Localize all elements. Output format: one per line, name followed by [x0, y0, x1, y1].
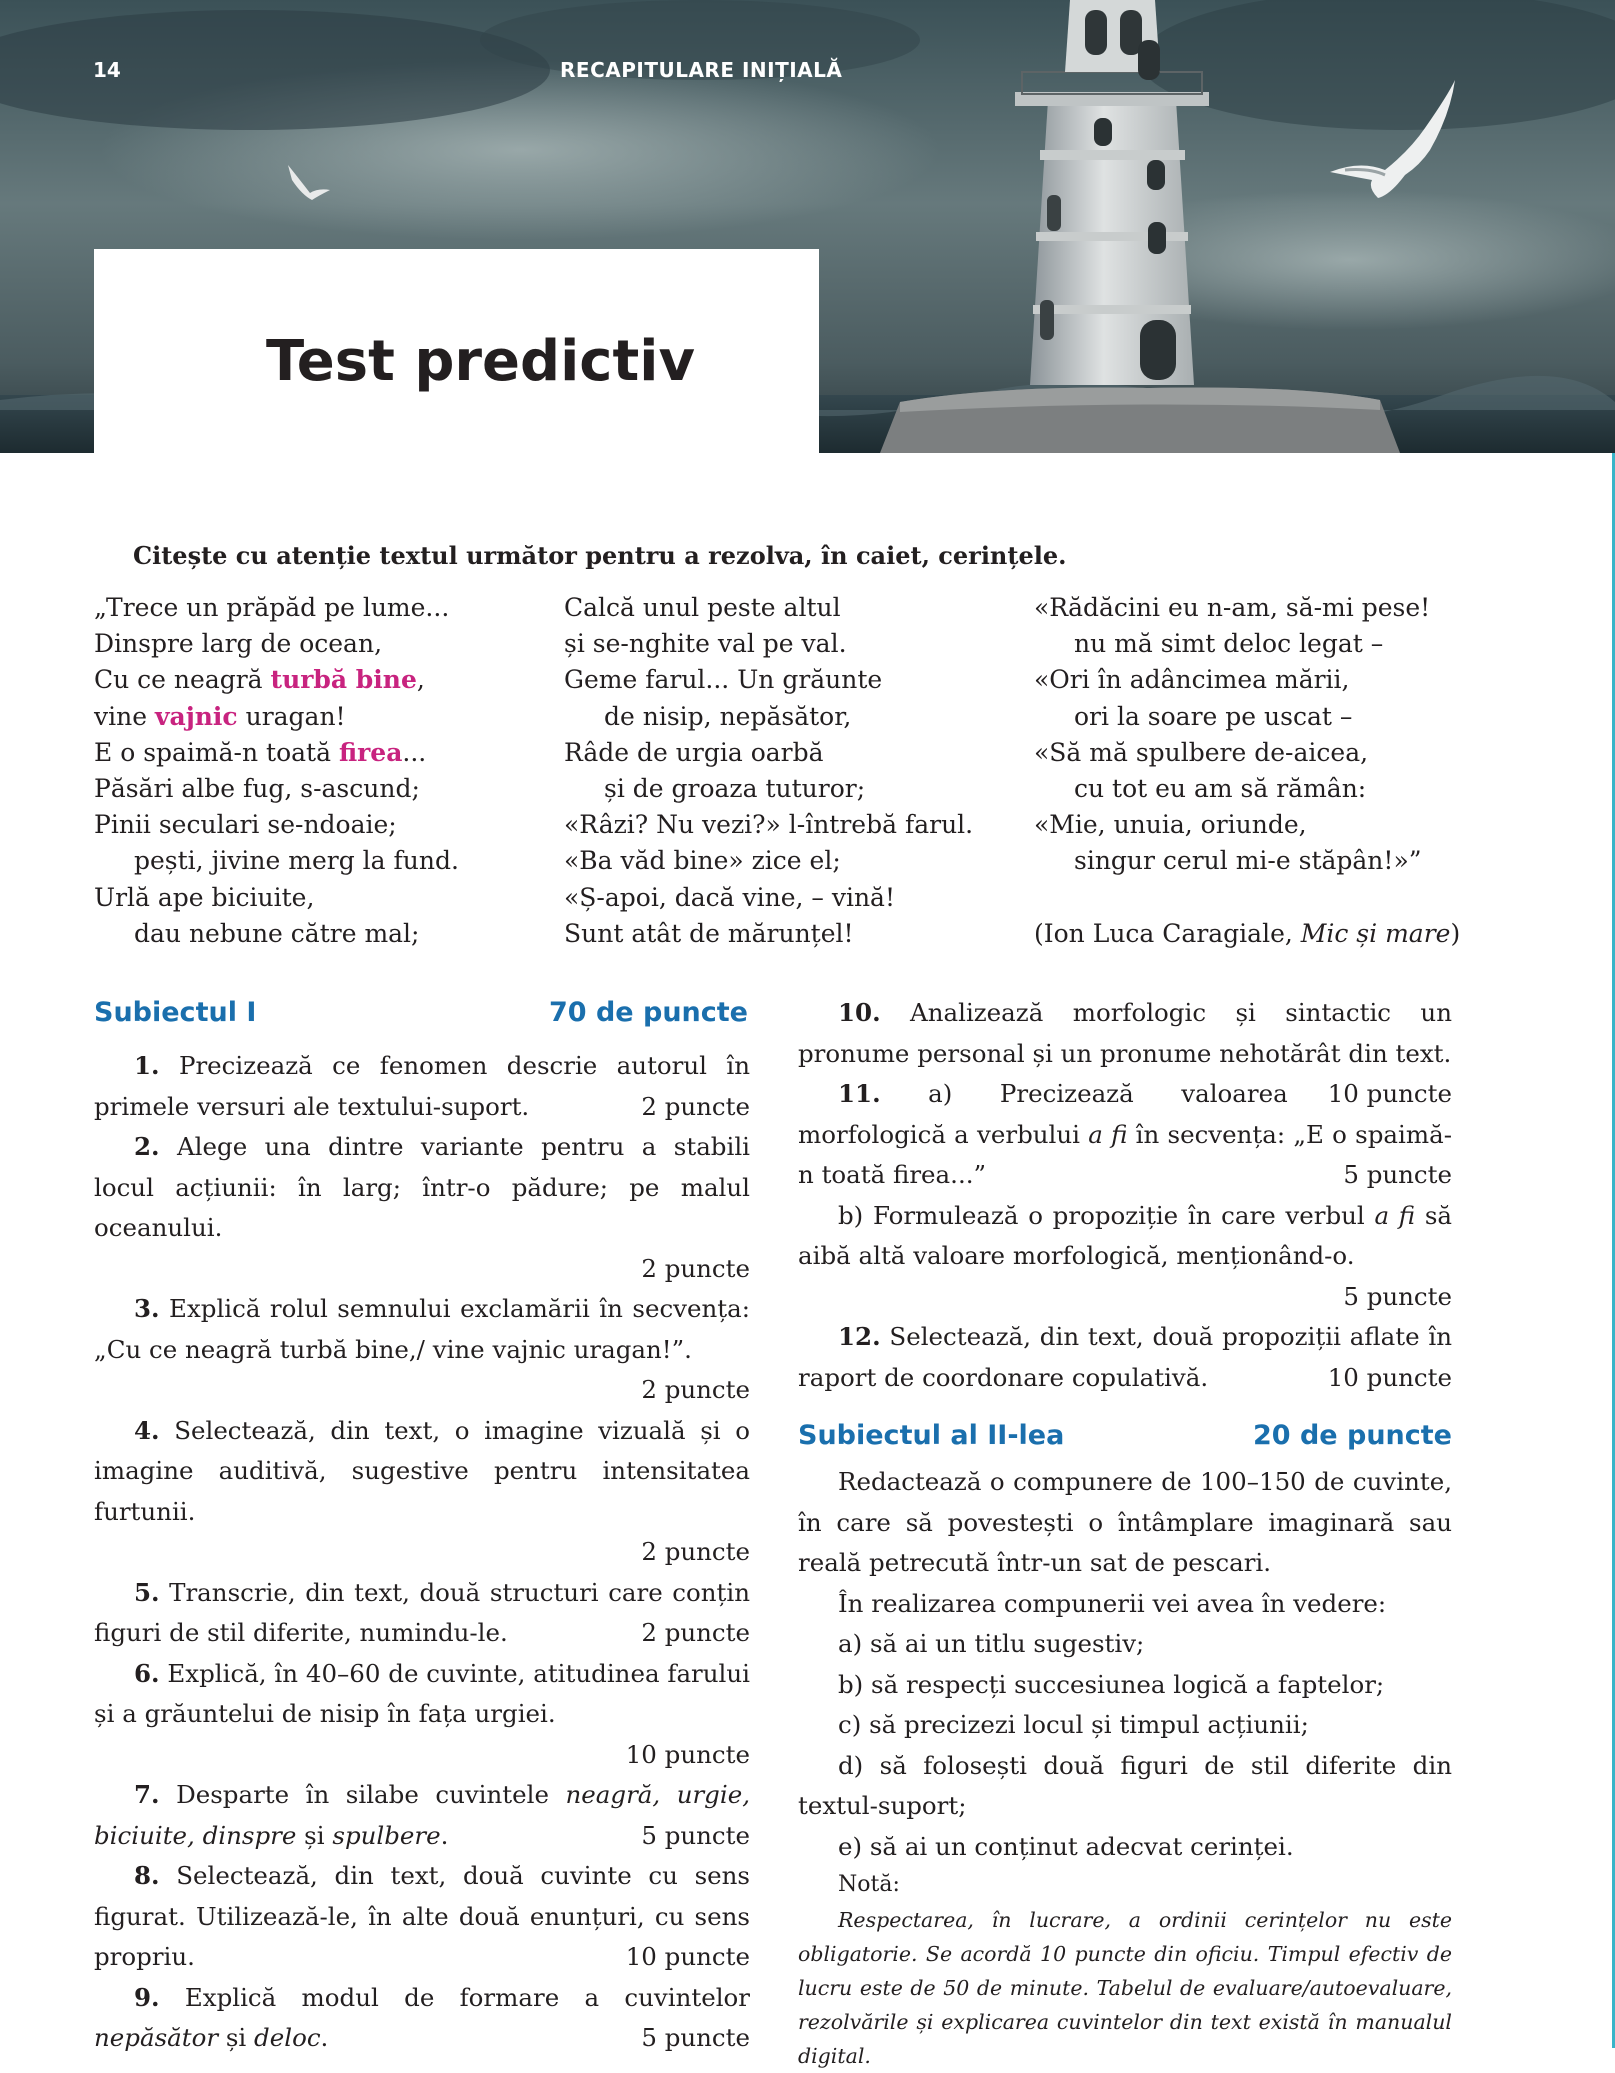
requirement-d: d) să folosești două figuri de stil diferite din textul-suport; — [798, 1750, 1452, 1820]
poem-line: pești, jivine merg la fund. — [134, 846, 459, 876]
poem-line: E o spaimă-n toată firea... — [94, 737, 427, 767]
question-11b: b) Formulează o propoziție în care verbul a fi să aibă altă valoare morfologică, menționând-o. — [798, 1200, 1453, 1270]
points: 5 puncte — [1343, 1281, 1452, 1311]
poem-line: Cu ce neagră turbă bine, — [94, 665, 425, 695]
poem-line: Dinspre larg de ocean, — [94, 629, 383, 659]
instruction: Citește cu atenție textul următor pentru a rezolva, în caiet, cerințele. — [133, 541, 1067, 570]
points: 10 puncte — [625, 1942, 750, 1971]
points: 5 puncte — [1343, 1160, 1452, 1189]
poem-line: «Să mă spulbere de-aicea, — [1034, 737, 1369, 767]
poem-line: «Râzi? Nu vezi?» l-întrebă farul. — [564, 810, 974, 840]
requirement-b: b) să respecți succesiunea logică a faptelor; — [838, 1669, 1385, 1699]
poem-line: singur cerul mi-e stăpân!»” — [1074, 846, 1422, 876]
subject-2-points: 20 de puncte — [1252, 1420, 1452, 1451]
poem-line: Urlă ape biciuite, — [94, 882, 315, 912]
subject-2-intro: Redactează o compunere de 100–150 de cuvinte, în care să povestești o întâmplare imaginară sau reală petrecută într-un sat de pescari. — [798, 1467, 1452, 1577]
section-label: RECAPITULARE INIȚIALĂ — [560, 58, 843, 82]
question-4: 4. Selectează, din text, o imagine vizuală și o imagine auditivă, sugestive pentru intensitatea furtunii. — [94, 1415, 750, 1526]
poem-line: Geme farul... Un grăunte — [564, 665, 883, 695]
points: 2 puncte — [641, 1537, 750, 1566]
requirement-c: c) să precizezi locul și timpul acțiunii; — [838, 1710, 1309, 1739]
question-10: 10. Analizează morfologic și sintactic un pronume personal și un pronume nehotărât din text. 10 puncte — [798, 993, 1452, 1074]
poem-column-3 — [1034, 590, 1460, 952]
poem-line: «Ba văd bine» zice el; — [564, 846, 841, 876]
right-column-items — [798, 993, 1452, 2073]
poem-line: «Rădăcini eu n-am, să-mi pese! — [1034, 593, 1431, 622]
requirement-a: a) să ai un titlu sugestiv; — [838, 1629, 1145, 1658]
header-banner — [0, 0, 1615, 453]
poem-line: dau nebune către mal; — [134, 918, 420, 948]
question-11a: 11. a) Precizează valoarea morfologică a verbului a fi în secvența: „E o spaimă-n toată firea...” 5 puncte — [798, 1074, 1452, 1196]
highlighted-word: vajnic — [154, 701, 238, 731]
poem-line: nu mă simt deloc legat – — [1074, 629, 1384, 659]
points: 10 puncte — [625, 1739, 750, 1769]
requirement-e: e) să ai un conținut adecvat cerinței. — [838, 1831, 1294, 1861]
poem-line: cu tot eu am să rămân: — [1074, 774, 1367, 804]
poem-column-1 — [94, 590, 459, 952]
poem-line: și de groaza tuturor; — [604, 774, 866, 804]
points: 5 puncte — [641, 1820, 750, 1850]
poem-line: „Trece un prăpăd pe lume... — [94, 593, 450, 622]
points: 10 puncte — [1327, 1362, 1452, 1392]
question-6: 6. Explică, în 40–60 de cuvinte, atitudinea farului și a grăuntelui de nisip în fața urgiei. — [94, 1658, 750, 1728]
question-3: 3. Explică rolul semnului exclamării în secvența: „Cu ce neagră turbă bine,/ vine vajnic uragan!”. — [94, 1294, 750, 1364]
question-12: 12. Selectează, din text, două propoziții aflate în raport de coordonare copulativă. 10 puncte — [798, 1317, 1452, 1398]
subject-1-title: Subiectul I — [94, 997, 257, 1028]
poem-line: și se-nghite val pe val. — [564, 629, 847, 659]
subject-1-points: 70 de puncte — [548, 997, 748, 1028]
points: 2 puncte — [641, 1618, 750, 1647]
poem-source: (Ion Luca Caragiale, Mic și mare) — [1034, 918, 1461, 948]
subject-2-title: Subiectul al II-lea — [798, 1420, 1065, 1451]
points: 2 puncte — [641, 1375, 750, 1404]
points: 5 puncte — [641, 2023, 750, 2052]
poem-line: vine vajnic uragan! — [94, 701, 346, 731]
question-9: 9. Explică modul de formare a cuvintelor nepăsător și deloc. 5 puncte — [94, 1978, 750, 2059]
question-5: 5. Transcrie, din text, două structuri care conțin figuri de stil diferite, numindu-le. 2 puncte — [94, 1573, 750, 1654]
points: 2 puncte — [641, 1091, 750, 1121]
poem-line: «Mie, unuia, oriunde, — [1034, 810, 1307, 840]
poem-line: Calcă unul peste altul — [564, 593, 841, 622]
poem-line: de nisip, nepăsător, — [604, 701, 852, 731]
poem-line: ori la soare pe uscat – — [1074, 701, 1353, 731]
highlighted-word: firea — [338, 737, 403, 767]
points: 2 puncte — [641, 1253, 750, 1283]
subject-2-requirements-intro: În realizarea compunerii vei avea în vedere: — [838, 1588, 1387, 1618]
page-number: 14 — [93, 58, 121, 82]
page-title: Test predictiv — [266, 329, 695, 394]
title-box — [94, 249, 819, 453]
question-8: 8. Selectează, din text, două cuvinte cu sens figurat. Utilizează-le, în alte două enunțuri, cu sens propriu. 10 puncte — [94, 1856, 750, 1978]
question-7: 7. Desparte în silabe cuvintele neagră, urgie, biciuite, dinspre și spulbere. 5 puncte — [94, 1775, 750, 1856]
question-1: 1. Precizează ce fenomen descrie autorul în primele versuri ale textului-suport. 2 puncte — [94, 1046, 750, 1127]
question-2: 2. Alege una dintre variante pentru a stabili locul acțiunii: în larg; într-o pădure; pe malul oceanului. — [94, 1132, 750, 1242]
note-text: Respectarea, în lucrare, a ordinii cerințelor nu este obligatorie. Se acordă 10 puncte din oficiu. Timpul efectiv de lucru este de 50 de minute. Tabelul de evaluare/autoevaluare, rezolvările și explicarea cuvintelor din text există în manualul digital. — [798, 1908, 1452, 2068]
note-label: Notă: — [838, 1872, 900, 1897]
poem-column-2 — [564, 590, 973, 952]
poem-line: Păsări albe fug, s-ascund; — [94, 774, 420, 804]
points: 10 puncte — [1327, 1079, 1452, 1108]
subject-2-header — [798, 1404, 1452, 1462]
poem-line: Râde de urgia oarbă — [564, 737, 824, 767]
poem-line: «Ori în adâncimea mării, — [1034, 665, 1350, 695]
poem-line: Sunt atât de mărunțel! — [564, 918, 854, 948]
poem-line: «Ș-apoi, dacă vine, – vină! — [564, 882, 896, 912]
subject-1-items — [94, 1046, 750, 2059]
highlighted-word: turbă bine — [270, 665, 417, 695]
poem-line: Pinii seculari se-ndoaie; — [94, 810, 397, 840]
